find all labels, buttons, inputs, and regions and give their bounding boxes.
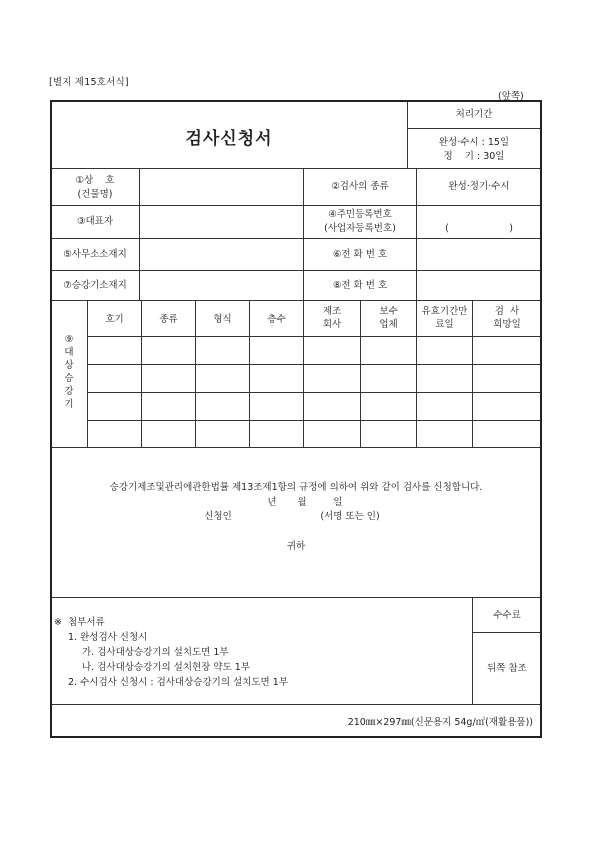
resident-number-label: ④주민등록번호 <box>328 209 392 220</box>
target-elevator-char: 승 <box>64 373 74 384</box>
col-header-unit: 호기 <box>105 314 124 325</box>
target-elevator-char: ⑨ <box>64 334 74 345</box>
resident-number-input[interactable]: ( ) <box>445 223 513 234</box>
elevator-phone-input[interactable] <box>417 271 541 299</box>
addressee-label: 귀하 <box>286 541 306 552</box>
form-title: 검사신청서 <box>185 129 273 149</box>
elevator-address-input[interactable] <box>140 271 302 299</box>
col-header-desired-date-line-1: 검 사 <box>494 306 520 317</box>
target-elevator-char: 기 <box>64 399 74 410</box>
office-address-label: ⑤사무소소재지 <box>63 249 127 260</box>
target-elevator-label <box>51 333 87 411</box>
business-number-label: (사업자등록번호) <box>324 223 396 234</box>
col-header-maintenance <box>361 305 416 331</box>
form-number-label: [별지 제15호서식] <box>49 77 129 88</box>
inspection-type-label: ②검사의 종류 <box>331 181 389 192</box>
rule-table-bottom <box>51 447 541 448</box>
office-phone-label: ⑥전 화 번 호 <box>332 249 388 260</box>
fee-label: 수수료 <box>493 610 521 621</box>
col-header-model: 형식 <box>213 314 232 325</box>
applicant-signature-field[interactable]: (서명 또는 인) <box>320 511 380 522</box>
date-day-label: 일 <box>333 497 343 508</box>
col-header-manufacturer-line-2: 회사 <box>322 319 342 330</box>
rule-row-4 <box>51 300 541 301</box>
target-elevator-char: 대 <box>64 347 74 358</box>
target-elevator-char: 강 <box>64 386 74 397</box>
col-header-expiry-line-1: 유효기간만 <box>421 306 468 317</box>
rule-title-bottom <box>51 168 541 169</box>
processing-period-line-2: 정 기 : 30일 <box>443 151 505 162</box>
trade-name-label: ①상 호 <box>75 175 115 186</box>
office-phone-input[interactable] <box>417 239 541 269</box>
attachment-item-1a: 가. 검사대상승강기의 설치도면 1부 <box>82 647 229 658</box>
col-header-type: 종류 <box>159 314 178 325</box>
office-address-input[interactable] <box>140 239 302 269</box>
col-header-floors: 층수 <box>267 314 286 325</box>
col-header-desired-date <box>473 305 541 331</box>
col-header-maintenance-line-1: 보수 <box>379 306 398 317</box>
fee-value: 뒤쪽 참조 <box>487 663 527 674</box>
representative-label: ③대표자 <box>76 216 114 227</box>
application-statement: 승강기제조및관리에관한법률 제13조제1항의 규정에 의하여 위와 같이 검사를 신청합니다. <box>109 482 483 493</box>
attachment-item-1b: 나. 검사대상승강기의 설치현장 약도 1부 <box>82 662 250 673</box>
inspection-type-options[interactable]: 완성·정기·수시 <box>448 181 510 192</box>
building-name-label: (건물명) <box>77 189 113 200</box>
attachment-item-2: 2. 수시검사 신청시 : 검사대상승강기의 설치도면 1부 <box>68 677 288 688</box>
attachments-heading: ※ 첨부서류 <box>54 617 105 628</box>
col-header-desired-date-line-2: 희망일 <box>493 319 521 330</box>
attachment-item-1: 1. 완성검사 신청시 <box>68 632 148 643</box>
date-month-label: 월 <box>297 497 307 508</box>
page-side-label: (앞쪽) <box>498 91 524 102</box>
rule-fee-header <box>472 632 541 633</box>
paper-spec: 210㎜×297㎜(신문용지 54g/㎡(재활용품)) <box>347 717 533 728</box>
rule-processing-header <box>407 128 541 129</box>
col-header-expiry-line-2: 료일 <box>435 319 454 330</box>
col-header-expiry <box>417 305 472 331</box>
rule-statement-bottom <box>51 597 541 598</box>
trade-name-input[interactable] <box>140 170 302 204</box>
target-elevator-char: 상 <box>64 360 74 371</box>
elevator-phone-label: ⑧전 화 번 호 <box>332 280 388 291</box>
date-year-label: 년 <box>267 497 277 508</box>
processing-period-line-1: 완성·수시 : 15일 <box>438 137 510 148</box>
col-header-manufacturer <box>304 305 360 331</box>
col-header-maintenance-line-2: 업체 <box>379 319 398 330</box>
elevator-address-label: ⑦승강기소재지 <box>63 280 127 291</box>
rule-attachments-bottom <box>51 704 541 705</box>
representative-input[interactable] <box>140 206 302 237</box>
col-header-manufacturer-line-1: 제조 <box>322 306 342 317</box>
processing-period-header: 처리기간 <box>455 109 493 120</box>
applicant-label: 신청인 <box>204 511 232 522</box>
